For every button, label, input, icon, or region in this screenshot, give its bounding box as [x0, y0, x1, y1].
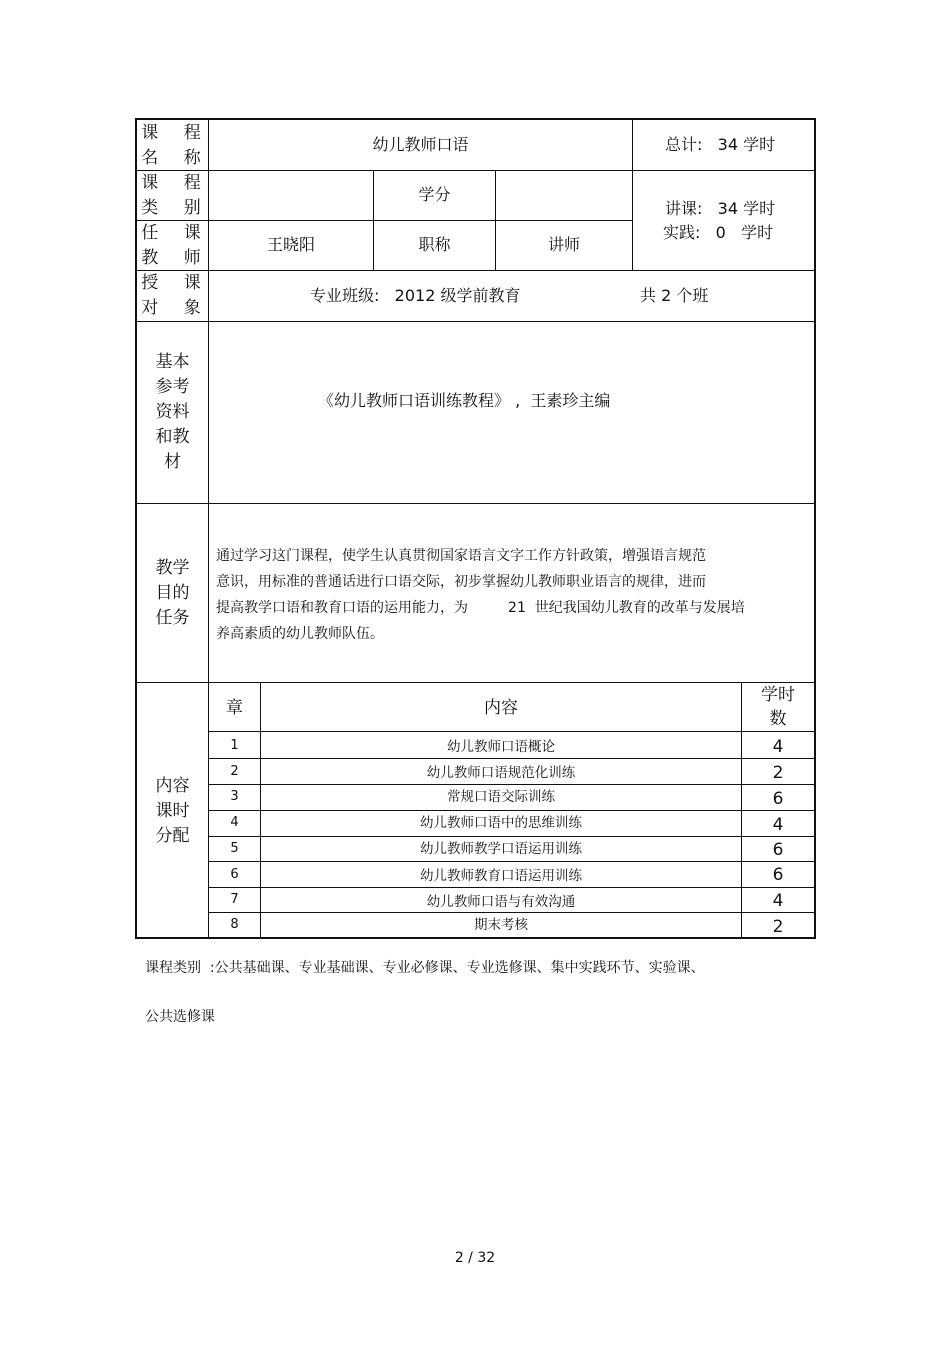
chapter-number: 6	[230, 867, 239, 882]
chapter-content: 幼儿教师口语中的思维训练	[420, 815, 582, 831]
course-type-label: 课 程 类 别	[141, 173, 211, 218]
chapter-number: 7	[230, 892, 239, 907]
allocation-label: 内容 课时 分配	[155, 776, 190, 846]
practice-hours: 实践: 0 学时	[663, 223, 774, 242]
page-number: 2 / 32	[454, 1250, 496, 1266]
chapter-number: 5	[230, 841, 239, 856]
chapter-content: 幼儿教师教育口语运用训练	[420, 868, 582, 884]
chapter-number: 8	[230, 917, 239, 932]
course-name-label: 课 程 名 称	[141, 123, 211, 168]
lecture-hours: 讲课: 34 学时	[665, 199, 776, 218]
objectives-label: 教学 目的 任务	[155, 558, 190, 628]
chapter-hours: 6	[772, 865, 784, 885]
total-hours: 总计: 34 学时	[665, 135, 776, 154]
col-content-header: 内容	[484, 698, 518, 718]
audience-label: 授 课 对 象	[141, 273, 211, 318]
reference-text: 《幼儿教师口语训练教程》 , 王素珍主编	[318, 391, 611, 410]
chapter-content: 期末考核	[474, 917, 528, 933]
chapter-content: 幼儿教师口语概论	[447, 739, 555, 755]
title-value: 讲师	[547, 235, 580, 254]
chapter-number: 1	[230, 738, 239, 753]
chapter-hours: 4	[772, 891, 784, 911]
col-hours-header: 学时 数	[761, 685, 795, 729]
chapter-content: 幼儿教师教学口语运用训练	[420, 841, 582, 857]
course-type-note-continued: 公共选修课	[145, 1009, 215, 1025]
chapter-content: 幼儿教师口语与有效沟通	[426, 894, 576, 910]
chapter-number: 2	[230, 764, 239, 779]
chapter-hours: 4	[772, 737, 784, 757]
course-name: 幼儿教师口语	[372, 135, 469, 154]
teacher-label: 任 课 教 师	[141, 223, 211, 268]
title-label: 职称	[418, 235, 451, 254]
objectives-text: 通过学习这门课程，使学生认真贯彻国家语言文字工作方针政策，增强语言规范 意识，用标准的普通话进行口语交际，初步掌握幼儿教师职业语言的规律，进而 提高教学口语和教育口语的运用能力，为 21 世纪我国幼儿教育的改革与发展培 养高素质的幼儿教师队伍。	[216, 548, 745, 642]
chapter-content: 幼儿教师口语规范化训练	[426, 765, 576, 781]
col-chapter-header: 章	[226, 698, 243, 718]
credit-label: 学分	[418, 185, 451, 204]
chapter-hours: 6	[772, 789, 784, 809]
chapter-hours: 2	[772, 917, 784, 937]
chapter-number: 4	[230, 815, 239, 830]
reference-label: 基本 参考 资料 和教 材	[155, 352, 190, 472]
teacher-name: 王晓阳	[266, 235, 315, 254]
course-type-note: 课程类别 :公共基础课、专业基础课、专业必修课、专业选修课、集中实践环节、实验课、	[145, 960, 705, 976]
class-info: 专业班级: 2012 级学前教育	[310, 286, 521, 305]
chapter-content: 常规口语交际训练	[447, 789, 555, 805]
chapter-hours: 4	[772, 815, 784, 835]
class-count: 共 2 个班	[640, 286, 709, 305]
chapter-hours: 2	[772, 763, 784, 783]
chapter-hours: 6	[772, 840, 784, 860]
chapter-number: 3	[230, 789, 239, 804]
